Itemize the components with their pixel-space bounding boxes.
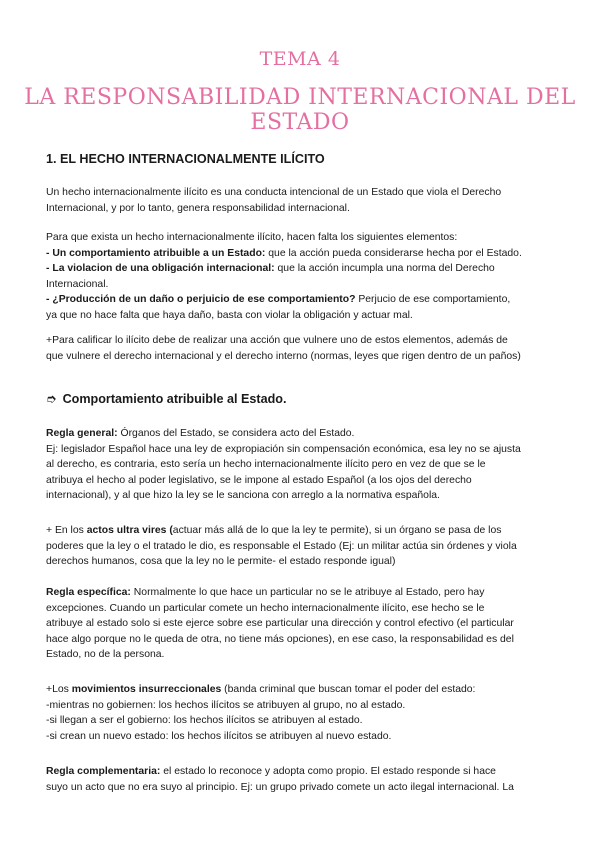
insurreccionales-line: -si llegan a ser el gobierno: los hechos ilícitos se atribuyen al estado. — [46, 715, 363, 727]
regla-complementaria-label: Regla complementaria: — [46, 766, 161, 777]
note-line: que vulnere el derecho internacional y el derecho interno (normas, leyes que rigen dentro de un paños) — [46, 350, 521, 362]
regla-general-line: atribuya el hecho al poder legislativo, se le impone al estado Español (a los ojos del derecho — [46, 474, 472, 486]
ultra-vires-text: actuar más allá de lo que la ley te permite), si un órgano se pasa de los — [172, 525, 502, 536]
topic-title: TEMA 4 — [259, 48, 341, 70]
section-heading-comportamiento — [46, 391, 286, 406]
regla-general-label: Regla general: — [46, 428, 118, 439]
regla-complementaria-line: suyo un acto que no era suyo al principio. Ej: un grupo privado comete un acto ilegal internacional. La — [46, 781, 514, 793]
regla-general-line: al derecho, es contraria, esto sería un hecho internacionalmente ilícito pero en vez de que se le — [46, 459, 486, 471]
ultra-vires-paragraph — [46, 523, 558, 570]
insurreccionales-line: -si crean un nuevo estado: los hechos ilícitos se atribuyen al nuevo estado. — [46, 730, 392, 742]
regla-especifica-line: excepciones. Cuando un particular comete un hecho internacionalmente ilícito, ese hecho se le — [46, 602, 485, 614]
element-3-label: - ¿Producción de un daño o perjuicio de ese comportamiento? — [46, 294, 356, 306]
ultra-vires-line: poderes que la ley o el tratado le dio, es responsable el Estado (Ej: un militar actúa sin órdenes y viola — [46, 540, 517, 552]
insurreccionales-label: movimientos insurreccionales — [71, 684, 222, 695]
intro-line: Un hecho internacionalmente ilícito es una conducta intencional de un Estado que viola el Derecho — [46, 187, 502, 198]
regla-complementaria-paragraph — [46, 764, 558, 795]
regla-especifica-label: Regla específica: — [46, 587, 131, 598]
ultra-vires-label: actos ultra vires ( — [86, 525, 173, 536]
element-3-text-cont: ya que no hace falta que haya daño, basta con violar la obligación y actuar mal. — [46, 309, 413, 321]
regla-especifica-paragraph — [46, 585, 558, 663]
insurreccionales-paragraph — [46, 682, 558, 744]
regla-especifica-line: atribuye al estado solo si este ejerce sobre ese particular una dirección y control efectivo (el particular — [46, 618, 514, 630]
document-title: LA RESPONSABILIDAD INTERNACIONAL DEL ESTADO — [24, 85, 576, 135]
intro-line: Internacional, y por lo tanto, genera responsabilidad internacional. — [46, 202, 350, 214]
elements-intro: Para que exista un hecho internacionalmente ilícito, hacen falta los siguientes elementos: — [46, 232, 458, 243]
element-2-text-cont: Internacional. — [46, 278, 109, 290]
element-1-text: que la acción pueda considerarse hecha por el Estado. — [265, 247, 522, 259]
elements-paragraph — [46, 230, 558, 324]
note-line: +Para calificar lo ilícito debe de realizar una acción que vulnere uno de estos elementos, además de — [46, 335, 508, 346]
section-heading-text: Comportamiento atribuible al Estado. — [62, 392, 287, 406]
regla-general-paragraph — [46, 426, 558, 504]
intro-paragraph — [46, 185, 558, 216]
ultra-vires-prefix: + En los — [46, 525, 87, 536]
regla-complementaria-text: el estado lo reconoce y adopta como propio. El estado responde si hace — [160, 766, 496, 777]
note-paragraph — [46, 333, 558, 364]
regla-especifica-line: hace algo porque no le queda de otra, no tiene más opciones), en ese caso, la responsabilidad es del — [46, 633, 514, 645]
regla-especifica-line: Estado, no de la persona. — [46, 649, 165, 661]
insurreccionales-line: -mientras no gobiernen: los hechos ilícitos se atribuyen al grupo, no al estado. — [46, 699, 406, 711]
section-heading-hecho-ilicito: 1. EL HECHO INTERNACIONALMENTE ILÍCITO — [46, 152, 325, 166]
element-3-text: Perjucio de ese comportamiento, — [355, 294, 511, 306]
element-2-label: - La violacion de una obligación internacional: — [46, 263, 275, 275]
insurreccionales-prefix: +Los — [46, 684, 72, 695]
regla-general-text: Órganos del Estado, se considera acto del Estado. — [117, 428, 355, 439]
regla-general-line: internacional), y al que hizo la ley se le sanciona con arreglo a la normativa española. — [46, 490, 440, 502]
insurreccionales-text: (banda criminal que buscan tomar el poder del estado: — [221, 684, 476, 695]
arrow-icon: ➮ — [46, 391, 57, 406]
element-1-label: - Un comportamiento atribuible a un Estado: — [46, 247, 266, 259]
regla-especifica-text: Normalmente lo que hace un particular no se le atribuye al Estado, pero hay — [130, 587, 485, 598]
ultra-vires-line: derechos humanos, cosa que la ley no le permite- el estado responde igual) — [46, 556, 396, 568]
regla-general-line: Ej: legislador Español hace una ley de expropiación sin compensación económica, esa ley no se ajusta — [46, 443, 521, 455]
element-2-text: que la acción incumpla una norma del Derecho — [274, 263, 495, 275]
